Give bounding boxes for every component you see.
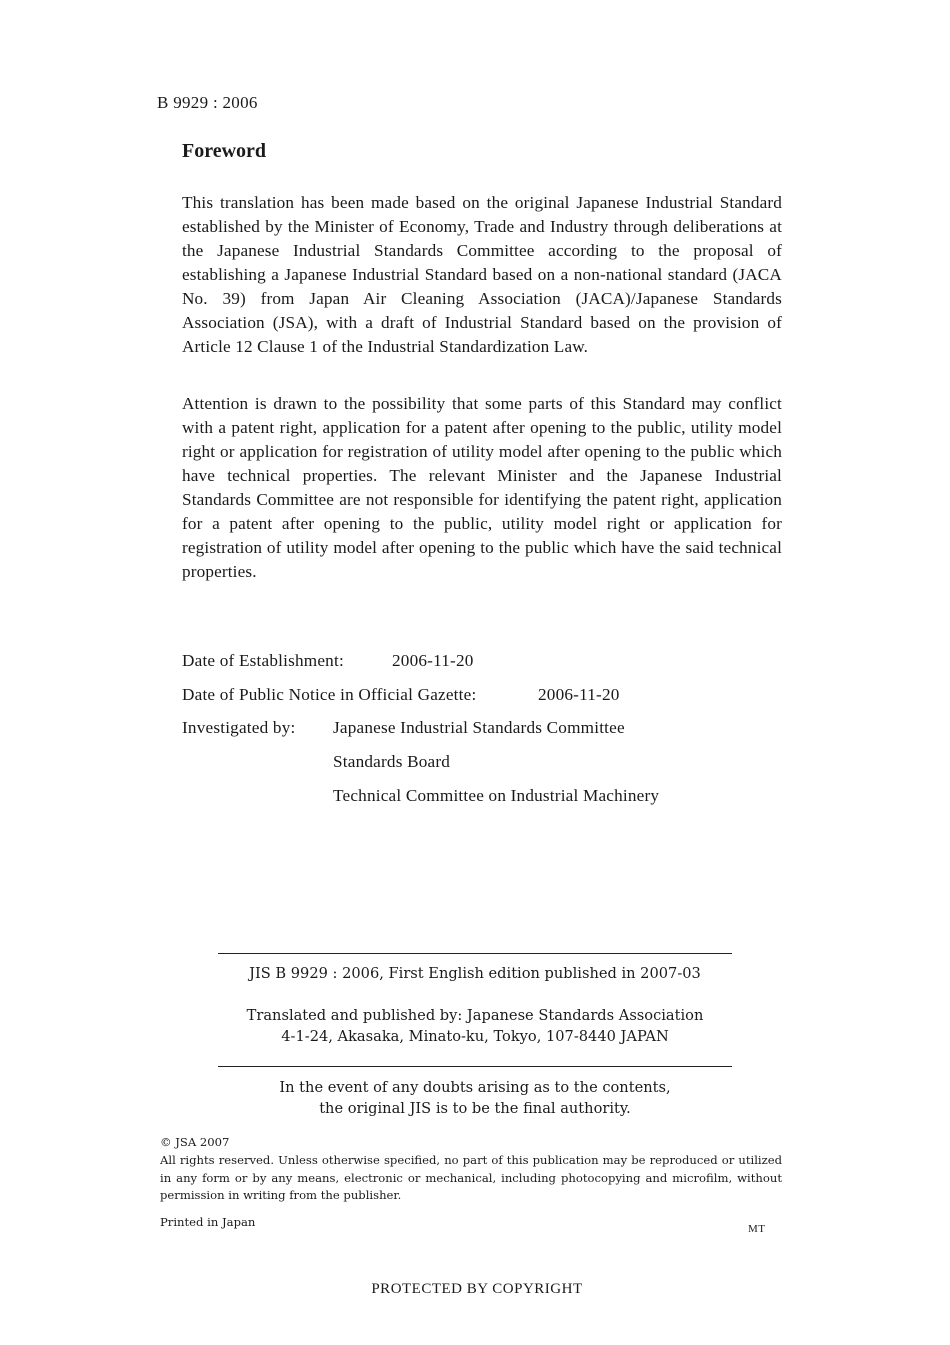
protected-by-copyright: PROTECTED BY COPYRIGHT	[371, 1281, 583, 1297]
copyright-notice: © JSA 2007	[160, 1135, 230, 1149]
investigated-label: Investigated by:	[182, 718, 296, 737]
doubts-line-1: In the event of any doubts arising as to the contents,	[279, 1079, 671, 1096]
doubts-line-2: the original JIS is to be the final authority.	[319, 1100, 631, 1117]
rights-statement: All rights reserved. Unless otherwise specified, no part of this publication may be reproduced or utilized in any form or by any means, electronic or mechanical, including photocopying and microfilm, without permission in writing from the publisher.	[160, 1153, 782, 1202]
standard-number: B 9929 : 2006	[157, 93, 258, 112]
foreword-paragraph-1: This translation has been made based on the original Japanese Industrial Standard established by the Minister of Economy, Trade and Industry through deliberations at the Japanese Industrial Standards Committee according to the proposal of establishing a Japanese Industrial Standard based on a non-national standard (JACA No. 39) from Japan Air Cleaning Association (JACA)/Japanese Standards Association (JSA), with a draft of Industrial Standard based on the provision of Article 12 Clause 1 of the Industrial Standardization Law.	[182, 193, 782, 356]
address-line: 4-1-24, Akasaka, Minato-ku, Tokyo, 107-8440 JAPAN	[281, 1028, 669, 1045]
printer-code: MT	[748, 1223, 766, 1235]
investigated-line-3: Technical Committee on Industrial Machinery	[333, 786, 660, 805]
establishment-date: 2006-11-20	[392, 651, 474, 670]
investigated-line-1: Japanese Industrial Standards Committee	[333, 718, 625, 737]
foreword-heading: Foreword	[182, 140, 267, 162]
translated-by-line: Translated and published by: Japanese Standards Association	[246, 1007, 704, 1024]
investigated-line-2: Standards Board	[333, 752, 451, 771]
gazette-date: 2006-11-20	[538, 685, 620, 704]
divider-top	[218, 953, 732, 954]
gazette-label: Date of Public Notice in Official Gazette:	[182, 685, 477, 704]
foreword-paragraph-2: Attention is drawn to the possibility that some parts of this Standard may conflict with a patent right, application for a patent after opening to the public, utility model right or application for registration of utility model after opening to the public which have technical properties. The relevant Minister and the Japanese Industrial Standards Committee are not responsible for identifying the patent right, application for a patent after opening to the public, utility model right or application for registration of utility model after opening to the public which have the said technical properties.	[182, 394, 782, 581]
establishment-label: Date of Establishment:	[182, 651, 344, 670]
printed-in: Printed in Japan	[160, 1215, 256, 1229]
edition-line: JIS B 9929 : 2006, First English edition published in 2007-03	[249, 965, 701, 982]
divider-bottom	[218, 1066, 732, 1067]
